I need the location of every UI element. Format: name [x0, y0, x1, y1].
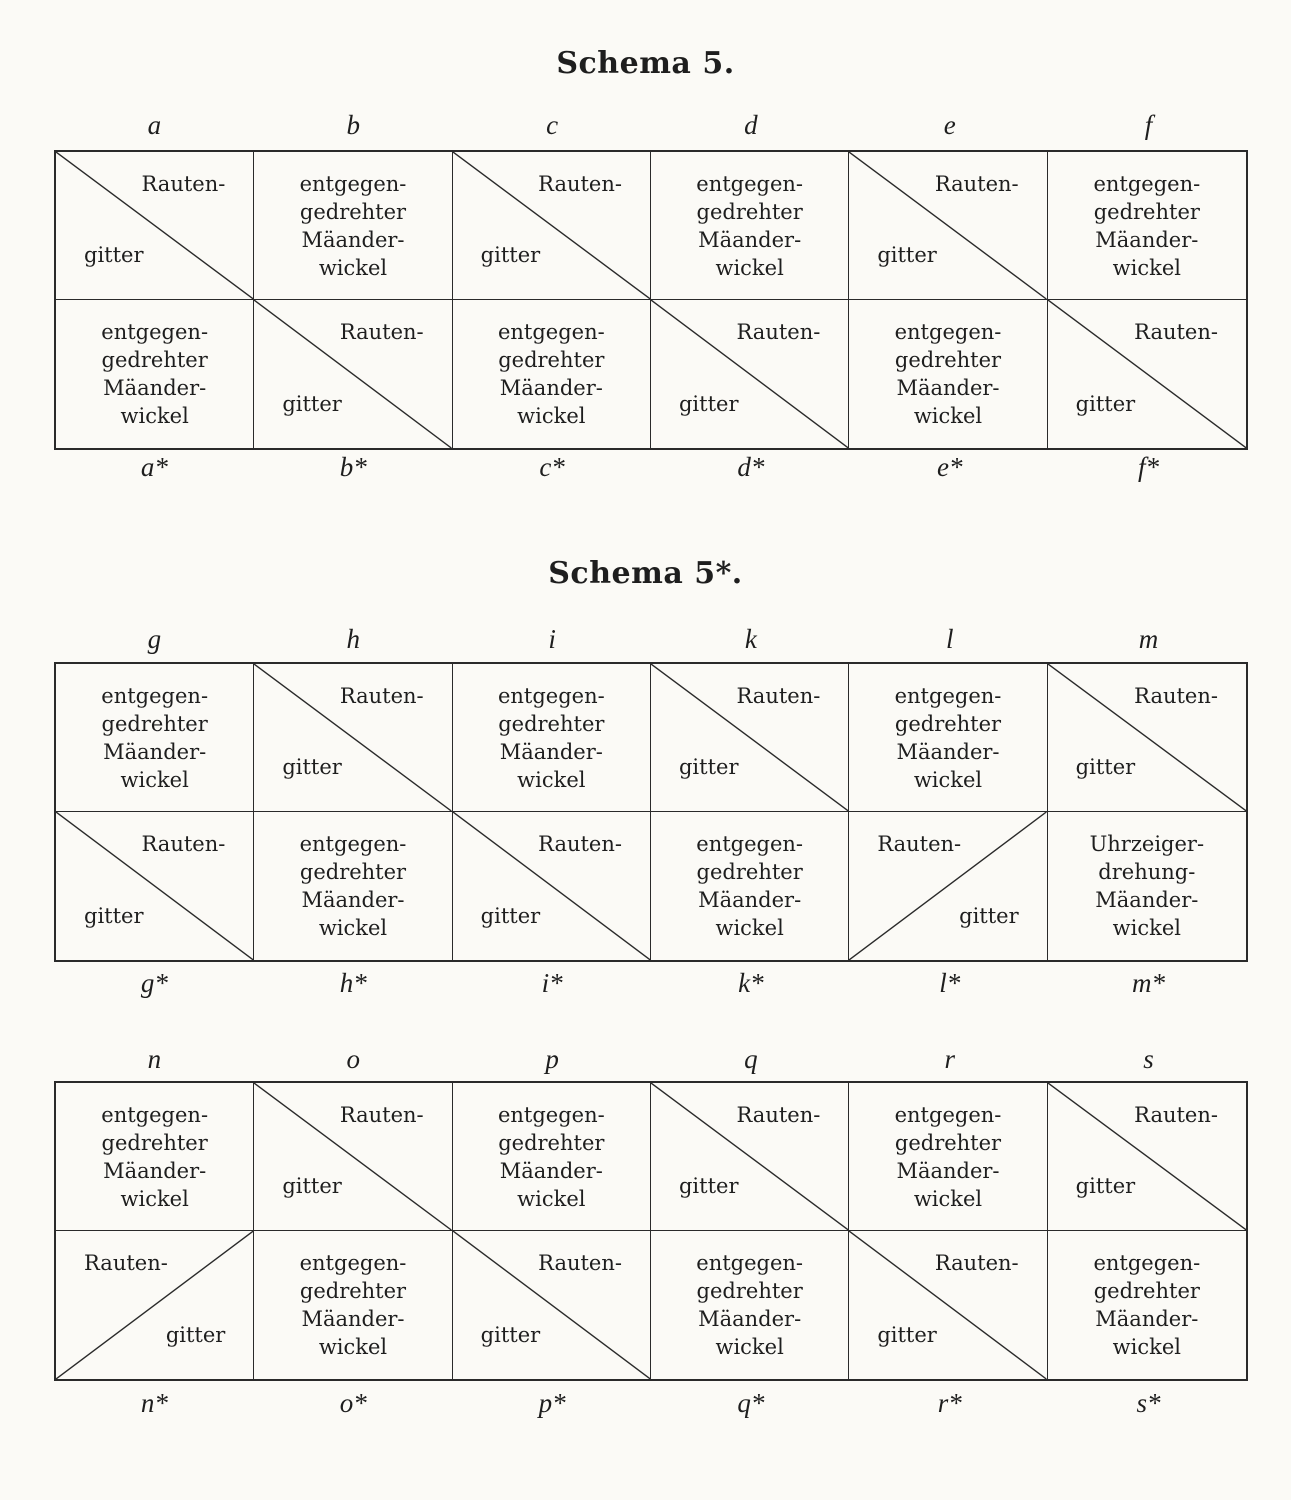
gitter-label: gitter	[678, 392, 739, 416]
column-letter: k	[744, 624, 757, 654]
column-letter: c	[546, 110, 559, 140]
text-line: Mäander-	[499, 1158, 603, 1183]
text-line: wickel	[715, 916, 784, 940]
column-letter: k*	[738, 968, 764, 998]
column-letter: o	[346, 1044, 360, 1074]
schema-5-star-continued-top-letters	[55, 1044, 1248, 1078]
rautengitter-cell	[1048, 300, 1246, 448]
gitter-label: gitter	[480, 904, 541, 928]
column-letter: i*	[541, 968, 563, 998]
maeander-cell	[56, 300, 254, 448]
rauten-label: Rauten-	[736, 320, 821, 344]
text-line: wickel	[715, 1335, 784, 1359]
column-letter: d*	[737, 452, 765, 482]
text-line: entgegen-	[299, 1251, 407, 1275]
text-line: entgegen-	[299, 832, 407, 856]
text-line: drehung-	[1098, 860, 1196, 884]
column-letter: f	[1144, 110, 1153, 140]
rauten-label: Rauten-	[339, 1103, 424, 1127]
column-letter: b	[346, 110, 360, 140]
rauten-label: Rauten-	[141, 832, 226, 856]
maeander-text	[56, 682, 253, 794]
text-line: entgegen-	[1093, 1251, 1201, 1275]
gitter-label: gitter	[282, 1174, 342, 1198]
rautengitter-cell	[849, 812, 1047, 960]
text-line: gedrehter	[696, 199, 803, 224]
maeander-text	[849, 318, 1046, 430]
column-letter: o*	[339, 1388, 367, 1418]
schema-5-star-grid	[54, 662, 1248, 962]
rauten-label: Rauten-	[538, 172, 622, 196]
column-letter: q*	[737, 1388, 765, 1418]
rautengitter-cell	[651, 1083, 849, 1231]
maeander-cell	[849, 1083, 1047, 1231]
rauten-label: Rauten-	[538, 1251, 622, 1275]
text-line: wickel	[517, 1186, 586, 1211]
maeander-cell	[651, 152, 849, 300]
maeander-cell	[1048, 1231, 1246, 1379]
text-line: wickel	[517, 404, 586, 428]
column-letter: m*	[1132, 968, 1166, 998]
maeander-text	[849, 1101, 1046, 1213]
schema-5-star-continued-bottom-letters	[55, 1388, 1248, 1422]
maeander-text	[254, 1249, 451, 1361]
maeander-cell	[651, 1231, 849, 1379]
rautengitter-cell	[56, 1231, 254, 1379]
text-line: Mäander-	[499, 739, 603, 764]
text-line: gedrehter	[1093, 1279, 1200, 1303]
text-line: wickel	[318, 916, 388, 940]
text-line: entgegen-	[101, 1102, 209, 1127]
maeander-cell	[254, 152, 452, 300]
text-line: gedrehter	[299, 860, 407, 884]
text-line: gedrehter	[894, 1130, 1002, 1155]
maeander-cell	[1048, 152, 1246, 300]
column-letter: m	[1138, 624, 1159, 654]
maeander-cell	[1048, 812, 1246, 960]
text-line: Mäander-	[896, 739, 1000, 764]
text-line: Mäander-	[301, 1307, 405, 1331]
text-line: wickel	[715, 255, 784, 280]
text-line: Mäander-	[1095, 888, 1199, 912]
gitter-label: gitter	[877, 1323, 937, 1347]
text-line: wickel	[318, 255, 388, 280]
column-letter: p*	[538, 1388, 566, 1418]
rautengitter-cell	[453, 1231, 651, 1379]
rauten-label: Rauten-	[339, 320, 424, 344]
rauten-label: Rauten-	[934, 172, 1019, 196]
column-letter: f*	[1138, 452, 1160, 482]
maeander-text	[1048, 830, 1246, 942]
rauten-label: Rauten-	[141, 172, 226, 196]
column-letter: g	[147, 624, 162, 654]
maeander-text	[651, 1249, 848, 1361]
rauten-label: Rauten-	[1134, 684, 1218, 708]
maeander-text	[651, 830, 848, 942]
text-line: Mäander-	[103, 739, 207, 764]
text-line: wickel	[1112, 1335, 1181, 1359]
text-line: Mäander-	[698, 227, 802, 252]
schema-5-grid	[54, 150, 1248, 450]
text-line: Mäander-	[896, 376, 1000, 400]
gitter-label: gitter	[678, 755, 739, 779]
rautengitter-cell	[1048, 1083, 1246, 1231]
maeander-text	[1048, 170, 1246, 282]
column-letter: a*	[140, 452, 168, 482]
gitter-label: gitter	[282, 392, 342, 416]
column-letter: b*	[339, 452, 367, 482]
rauten-label: Rauten-	[934, 1251, 1019, 1275]
gitter-label: gitter	[959, 904, 1019, 928]
rautengitter-cell	[453, 152, 651, 300]
gitter-label: gitter	[1075, 392, 1136, 416]
maeander-cell	[453, 664, 651, 812]
text-line: gedrehter	[894, 348, 1002, 372]
text-line: wickel	[120, 1186, 189, 1211]
rautengitter-cell	[1048, 664, 1246, 812]
column-letter: n	[147, 1044, 162, 1074]
text-line: entgegen-	[101, 683, 209, 708]
text-line: gedrehter	[101, 711, 208, 736]
gitter-label: gitter	[480, 1323, 541, 1347]
maeander-text	[651, 170, 848, 282]
text-line: Mäander-	[1095, 227, 1199, 252]
text-line: wickel	[318, 1335, 388, 1359]
text-line: entgegen-	[497, 1102, 605, 1127]
rauten-label: Rauten-	[84, 1251, 168, 1275]
maeander-text	[849, 682, 1046, 794]
text-line: Mäander-	[103, 1158, 207, 1183]
text-line: entgegen-	[299, 171, 407, 196]
column-letter: e	[943, 110, 956, 140]
text-line: wickel	[913, 767, 983, 792]
text-line: Uhrzeiger-	[1089, 832, 1205, 856]
rauten-label: Rauten-	[877, 832, 962, 856]
text-line: entgegen-	[101, 320, 209, 344]
text-line: Mäander-	[103, 376, 207, 400]
rautengitter-cell	[453, 812, 651, 960]
rauten-label: Rauten-	[1134, 320, 1218, 344]
maeander-cell	[56, 664, 254, 812]
text-line: Mäander-	[499, 376, 603, 400]
text-line: wickel	[913, 1186, 983, 1211]
text-line: wickel	[120, 767, 189, 792]
maeander-text	[453, 1101, 650, 1213]
rauten-label: Rauten-	[736, 684, 821, 708]
schema-5-star-bottom-letters	[55, 968, 1248, 1002]
gitter-label: gitter	[84, 243, 144, 267]
text-line: gedrehter	[498, 711, 605, 736]
maeander-cell	[453, 1083, 651, 1231]
column-letter: e*	[936, 452, 963, 482]
column-letter: h*	[339, 968, 367, 998]
text-line: Mäander-	[301, 227, 405, 252]
text-line: gedrehter	[101, 1130, 208, 1155]
schema-5-top-letters	[55, 110, 1248, 144]
text-line: entgegen-	[1093, 171, 1201, 196]
text-line: entgegen-	[497, 320, 605, 344]
maeander-text	[56, 318, 253, 430]
gitter-label: gitter	[678, 1174, 739, 1198]
column-letter: n*	[140, 1388, 168, 1418]
schema-5-title: Schema 5.	[556, 46, 735, 81]
rautengitter-cell	[651, 300, 849, 448]
maeander-cell	[254, 812, 452, 960]
maeander-text	[453, 682, 650, 794]
rauten-label: Rauten-	[339, 684, 424, 708]
rautengitter-cell	[254, 1083, 452, 1231]
text-line: entgegen-	[894, 320, 1002, 344]
text-line: Mäander-	[896, 1158, 1000, 1183]
text-line: entgegen-	[497, 683, 605, 708]
maeander-cell	[254, 1231, 452, 1379]
text-line: Mäander-	[1095, 1307, 1199, 1331]
column-letter: s*	[1136, 1388, 1161, 1418]
gitter-label: gitter	[84, 904, 144, 928]
maeander-cell	[849, 664, 1047, 812]
maeander-cell	[849, 300, 1047, 448]
text-line: entgegen-	[696, 832, 804, 856]
schema-5-star-continued-grid	[54, 1081, 1248, 1381]
gitter-label: gitter	[1075, 755, 1136, 779]
column-letter: q	[744, 1044, 758, 1074]
gitter-label: gitter	[877, 243, 937, 267]
text-line: gedrehter	[299, 1279, 407, 1303]
maeander-text	[254, 830, 451, 942]
column-letter: r*	[937, 1388, 962, 1418]
column-letter: c*	[539, 452, 565, 482]
gitter-label: gitter	[480, 243, 541, 267]
maeander-text	[254, 170, 451, 282]
text-line: Mäander-	[698, 888, 802, 912]
maeander-text	[1048, 1249, 1246, 1361]
schema-5-bottom-letters	[55, 452, 1248, 486]
column-letter: h	[346, 624, 360, 654]
rautengitter-cell	[254, 300, 452, 448]
rautengitter-cell	[849, 152, 1047, 300]
rautengitter-cell	[56, 812, 254, 960]
rautengitter-cell	[849, 1231, 1047, 1379]
schema-5-star-title: Schema 5*.	[548, 556, 743, 591]
text-line: entgegen-	[894, 1102, 1002, 1127]
text-line: gedrehter	[696, 860, 803, 884]
text-line: gedrehter	[696, 1279, 803, 1303]
text-line: gedrehter	[1093, 199, 1200, 224]
maeander-cell	[56, 1083, 254, 1231]
gitter-label: gitter	[1075, 1174, 1136, 1198]
text-line: gedrehter	[498, 348, 605, 372]
text-line: entgegen-	[696, 171, 804, 196]
text-line: gedrehter	[894, 711, 1002, 736]
column-letter: d	[744, 110, 758, 140]
maeander-text	[453, 318, 650, 430]
text-line: Mäander-	[698, 1307, 802, 1331]
maeander-text	[56, 1101, 253, 1213]
rautengitter-cell	[651, 664, 849, 812]
text-line: gedrehter	[101, 348, 208, 372]
column-letter: g*	[140, 968, 168, 998]
text-line: entgegen-	[894, 683, 1002, 708]
schema-5-star-top-letters	[55, 624, 1248, 658]
text-line: gedrehter	[299, 199, 407, 224]
column-letter: s	[1143, 1044, 1154, 1074]
column-letter: p	[545, 1044, 559, 1074]
maeander-cell	[651, 812, 849, 960]
text-line: gedrehter	[498, 1130, 605, 1155]
text-line: wickel	[1112, 255, 1181, 280]
gitter-label: gitter	[282, 755, 342, 779]
text-line: wickel	[1112, 916, 1181, 940]
rauten-label: Rauten-	[736, 1103, 821, 1127]
rautengitter-cell	[56, 152, 254, 300]
column-letter: l	[945, 624, 954, 654]
text-line: wickel	[517, 767, 586, 792]
rauten-label: Rauten-	[538, 832, 622, 856]
rauten-label: Rauten-	[1134, 1103, 1218, 1127]
column-letter: i	[548, 624, 556, 654]
gitter-label: gitter	[165, 1323, 226, 1347]
column-letter: l*	[939, 968, 961, 998]
column-letter: a	[147, 110, 162, 140]
text-line: wickel	[913, 404, 983, 428]
text-line: wickel	[120, 404, 189, 428]
text-line: entgegen-	[696, 1251, 804, 1275]
maeander-cell	[453, 300, 651, 448]
text-line: Mäander-	[301, 888, 405, 912]
column-letter: r	[944, 1044, 955, 1074]
rautengitter-cell	[254, 664, 452, 812]
